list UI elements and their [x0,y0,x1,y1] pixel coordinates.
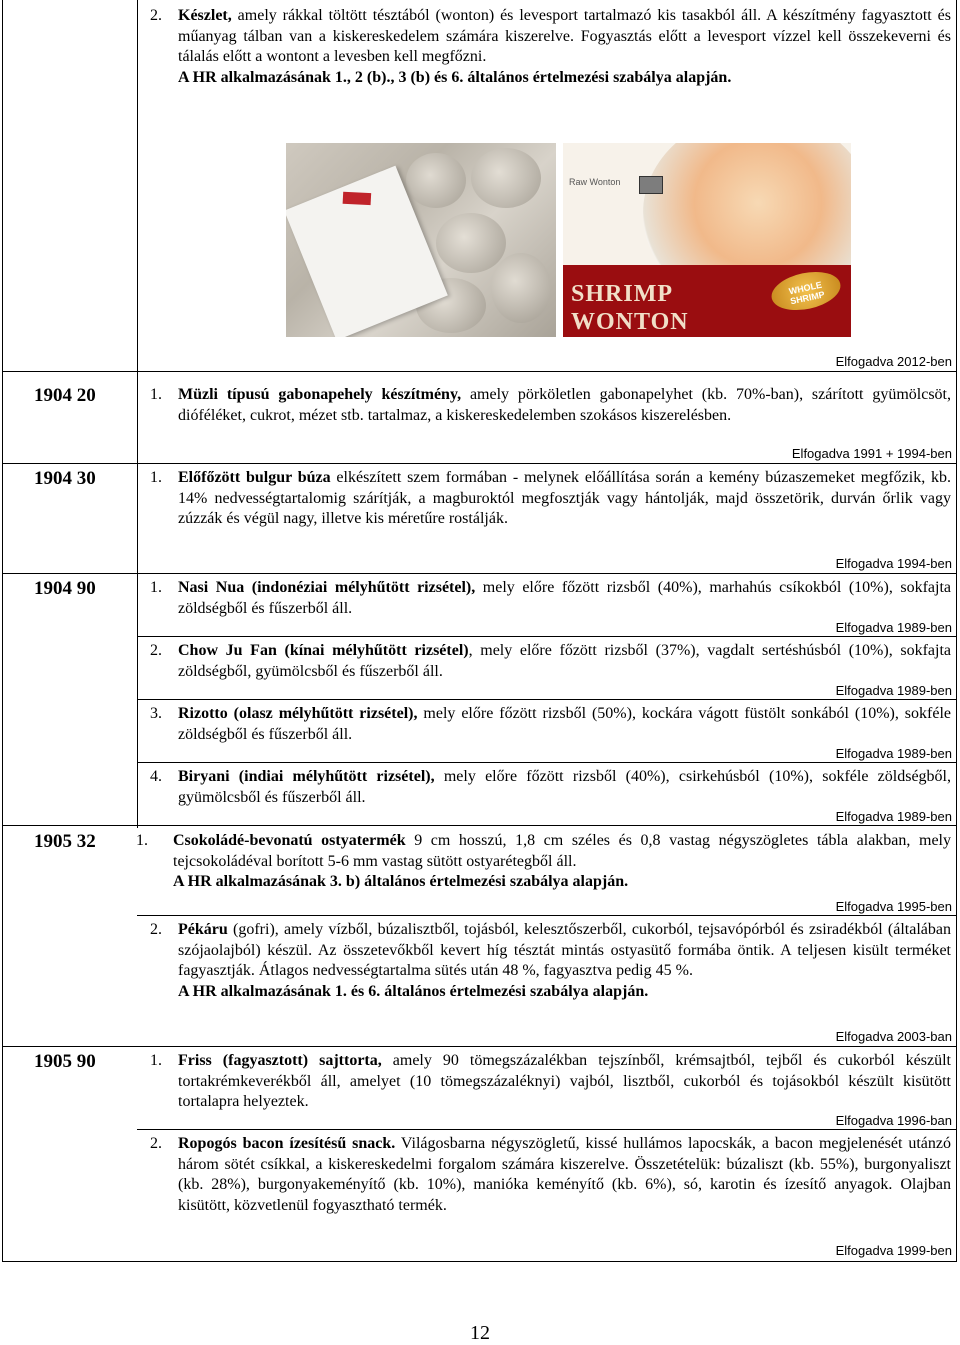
entry-lead: Friss (fagyasztott) sajttorta, [178,1052,382,1069]
wonton-shape [491,253,551,323]
wonton-shape [471,148,541,208]
entry-lead: Biryani (indiai mélyhűtött rizsétel), [178,768,435,785]
adopted-note: Elfogadva 1999-ben [835,1243,952,1258]
entry-text: mely előre főzött rizsből (50%), kockára vágott füstölt sonkából (10%), sokféle zöldségből és fűszerből áll. [178,705,951,743]
hs-code: 1905 32 [34,831,96,852]
entry-rule: A HR alkalmazásának 1. és 6. általános értelmezési szabálya alapján. [178,982,649,1000]
brand-line-2: WONTON [571,309,689,335]
entry-number: 4. [150,768,162,785]
product-photo-shrimp-wonton-package [563,143,851,337]
entry-text: mely előre főzött rizsből (40%), marhahús csíkokból (10%), sokfajta zöldségből és fűszerből áll. [178,579,952,617]
hs-code: 1905 90 [34,1051,96,1072]
entry-text: , mely előre főzött rizsből (37%), vagdalt sertéshúsból (10%), sokfajta zöldségből, gyümölcsből és fűszerből áll. [178,642,951,680]
wonton-shape [436,213,506,273]
entry-chow-ju-fan [150,641,951,682]
adopted-note: Elfogadva 1989-ben [835,620,952,635]
adopted-note: Elfogadva 1995-ben [835,899,952,914]
adopted-note: Elfogadva 1991 + 1994-ben [791,446,952,461]
entry-rizotto [150,704,951,745]
entry-wonton-kit [150,6,951,88]
divider [137,1129,957,1130]
entry-rule: A HR alkalmazásának 1., 2 (b)., 3 (b) és 6. általános értelmezési szabálya alapján. [178,68,732,86]
entry-text: elkészített szem formában - melynek előállítása során a kemény búzaszemeket megfőzik, kb. 14% nedvességtartalomig szárítják, a magburoktól megfosztják vagy hántolják, majd összetörik, durván őrlik vagy zúzzák és végül nagy, illetve kis méretűre rostálják. [178,469,951,527]
entry-lead: Pékáru [178,921,228,938]
entry-biryani [150,767,951,808]
entry-muesli [150,385,952,426]
divider [2,573,957,574]
divider [2,825,957,826]
entry-bulgur [150,468,951,530]
divider [2,463,957,464]
entry-lead: Rizotto (olasz mélyhűtött rizsétel), [178,705,418,722]
adopted-note: Elfogadva 1994-ben [835,556,952,571]
adopted-note: Elfogadva 2003-ban [835,1029,952,1044]
entry-text: 9 cm hosszú, 1,8 cm széles és 0,8 vastag négyszögletes tábla alakban, mely tejcsokoládéval borított 5-6 mm vastag sütött ostyarétegből áll. [173,832,951,870]
adopted-note: Elfogadva 1996-ban [835,1113,952,1128]
entry-cheesecake [150,1051,951,1113]
divider [137,699,957,700]
entry-number: 2. [150,1135,162,1152]
entry-text: amely 90 tömegszázalékban tejszínből, krémsajtból, tejből és cukorból készült tortakrémkeverékből áll, amelyet (10 tömegszázaléknyi) vajból, lisztből, cukorból és tojásokból készült kisütött tortalapra helyeztek. [178,1052,951,1110]
entry-waffle [150,920,951,1002]
entry-text: amely pörköletlen gabonapelyhet (kb. 70%-ban), szárított gyümölcsöt, dióféléket, cukrot, mézet stb. tartalmaz, a kiskereskedelemben szokásos kiszerelésben. [178,386,952,424]
entry-lead: Müzli típusú gabonapehely készítmény, [178,386,462,403]
divider [137,762,957,763]
page-number: 12 [470,1322,490,1344]
adopted-note: Elfogadva 1989-ben [835,809,952,824]
hs-code: 1904 30 [34,468,96,489]
entry-text: (gofri), amely vízből, búzalisztből, tojásból, kelesztőszerből, cukorból, tejsavópórból és zsiradékból (általában szójaolajból) készül. Az összetevőkből kevert híg tésztát mintás ostyasütő formába öntik. A teljesen kisült terméket fagyasztják. Átlagos nedvességtartalma sütés után 48 %, fagyasztva pedig 45 %. [178,921,951,979]
product-photo-packaged-wontons [286,143,556,337]
entry-lead: Csokoládé-bevonatú ostyatermék [173,832,406,849]
entry-number: 1. [150,579,162,596]
code-column-divider [137,0,138,828]
package-label: Raw Wonton [569,177,621,187]
entry-number: 3. [150,705,162,722]
entry-number: 2. [150,642,162,659]
entry-number: 2. [150,921,162,938]
wonton-shape [406,153,466,208]
divider [2,1046,957,1047]
entry-number: 1. [150,469,162,486]
entry-rule: A HR alkalmazásának 3. b) általános értelmezési szabálya alapján. [173,873,629,890]
adopted-note: Elfogadva 1989-ben [835,746,952,761]
entry-number: 1. [136,832,148,849]
stamp-text: WHOLE SHRIMP [787,279,826,307]
entry-text: amely rákkal töltött tésztából (wonton) és levesport tartalmazó kis tasakból áll. A készítmény fagyasztott és műanyag tálban van a kiskereskedelem számára kiszerelve. Fogyasztás előtt a levesport vízzel kell összekeverni és tálalás előtt a wontont a levesben kell megfőzni. [178,7,951,65]
entry-lead: Előfőzött bulgur búza [178,469,331,486]
entry-text: Világosbarna négyszögletű, kissé hullámos lapocskák, a bacon megjelenését utánzó három sötét csíkkal, a kiskereskedelmi forgalom számára kiszerelve. Összetételük: búzaliszt (kb. 55%), burgonyaliszt (kb. 28%), burgonyakeményítő (kb. 10%), manióka keményítő (kb. 6%), só, karotin és ízesítő anyagok. Olajban kisütött, közvetlenül fogyasztható termék. [178,1135,952,1214]
divider [137,915,957,916]
entry-text: mely előre főzött rizsből (40%), csirkehúsból (10%), sokféle zöldségből, gyümölcsből és fűszerből áll. [178,768,951,806]
entry-lead: Készlet, [178,7,232,24]
divider [137,636,957,637]
adopted-note: Elfogadva 1989-ben [835,683,952,698]
entry-nasi-nua [150,578,952,619]
brand-line-1: SHRIMP [571,281,673,307]
divider [2,371,957,372]
entry-lead: Ropogós bacon ízesítésű snack. [178,1135,396,1152]
entry-number: 1. [150,386,162,403]
entry-lead: Nasi Nua (indonéziai mélyhűtött rizsétel), [178,579,476,596]
entry-number: 1. [150,1052,162,1069]
entry-chocolate-wafer [136,831,951,893]
adopted-note: Elfogadva 2012-ben [835,354,952,369]
hs-code: 1904 90 [34,578,96,599]
hs-code: 1904 20 [34,385,96,406]
entry-number: 2. [150,7,162,24]
entry-bacon-snack [150,1134,952,1216]
entry-lead: Chow Ju Fan (kínai mélyhűtött rizsétel) [178,642,469,659]
redaction-box [639,176,663,194]
packet-tab [343,192,372,205]
